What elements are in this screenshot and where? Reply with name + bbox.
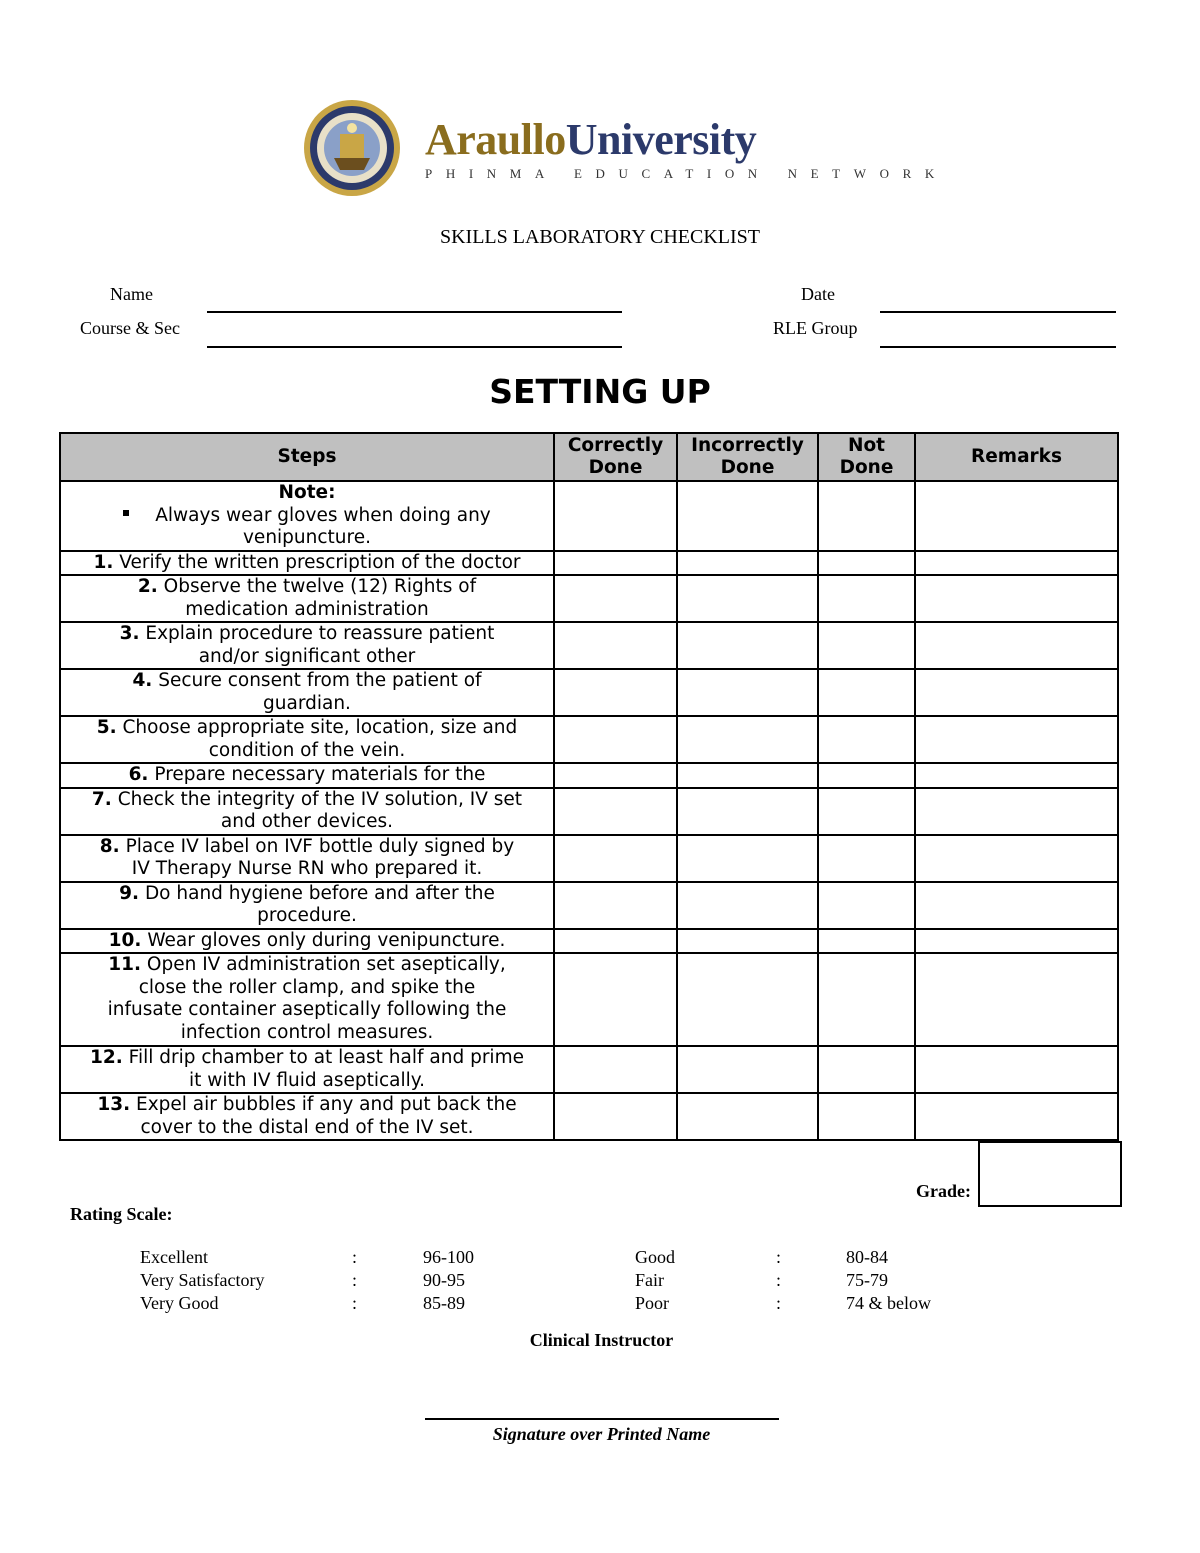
step-text: Check the integrity of the IV solution, IV set (117, 788, 523, 810)
step-number: 6. (128, 764, 149, 785)
step-number: 4. (132, 670, 153, 691)
rle-group-line[interactable] (880, 346, 1116, 348)
remarks-cell[interactable] (915, 575, 1118, 622)
grade-label: Grade: (916, 1181, 971, 1201)
remarks-cell[interactable] (915, 1093, 1118, 1140)
check-cell[interactable] (818, 716, 915, 763)
remarks-cell[interactable] (915, 716, 1118, 763)
step-line (67, 1094, 547, 1117)
step-number: 7. (91, 788, 112, 810)
step-cell (60, 763, 554, 788)
course-label: Course & Sec (80, 318, 180, 338)
rating-range: 90-95 (423, 1270, 465, 1290)
step-text: procedure. (257, 905, 357, 926)
university-wordmark (425, 115, 948, 188)
check-cell[interactable] (818, 622, 915, 669)
step-line (67, 740, 547, 763)
header-incorrectly-done: Incorrectly Done (677, 433, 818, 481)
step-number: 1. (93, 551, 114, 573)
step-line (67, 930, 547, 953)
rating-label-excellent: Excellent (140, 1247, 208, 1267)
table-row (60, 953, 1118, 1046)
course-line[interactable] (207, 346, 622, 348)
signature-label: Signature over Printed Name (492, 1424, 711, 1444)
check-cell[interactable] (677, 551, 818, 576)
step-text: Explain procedure to reassure patient (145, 623, 495, 644)
header-not-done: Not Done (818, 433, 915, 481)
remarks-cell[interactable] (915, 835, 1118, 882)
check-cell[interactable] (554, 669, 677, 716)
step-text: infusate container aseptically following the (107, 999, 507, 1020)
check-cell[interactable] (677, 882, 818, 929)
check-cell[interactable] (818, 929, 915, 954)
step-cell (60, 1046, 554, 1093)
check-cell[interactable] (554, 481, 677, 551)
table-row (60, 788, 1118, 835)
step-line (67, 764, 547, 787)
remarks-cell[interactable] (915, 763, 1118, 788)
table-row (60, 669, 1118, 716)
table-row (60, 716, 1118, 763)
step-number: 12. (90, 1047, 123, 1068)
step-number: 3. (119, 623, 140, 644)
section-title: SETTING UP (489, 372, 711, 411)
remarks-cell[interactable] (915, 669, 1118, 716)
step-text: Place IV label on IVF bottle duly signed by (125, 835, 515, 857)
check-cell[interactable] (818, 669, 915, 716)
remarks-cell[interactable] (915, 882, 1118, 929)
step-text: it with IV fluid aseptically. (188, 1069, 425, 1091)
step-line (67, 623, 547, 646)
check-cell[interactable] (677, 716, 818, 763)
step-line (67, 789, 547, 812)
remarks-cell[interactable] (915, 788, 1118, 835)
header-remarks: Remarks (915, 433, 1118, 481)
bullet-icon (123, 510, 129, 516)
rating-label-poor: Poor (635, 1293, 670, 1313)
signature-line[interactable] (425, 1418, 779, 1420)
rating-sep: : (352, 1270, 358, 1290)
check-cell[interactable] (677, 481, 818, 551)
step-line (67, 599, 547, 622)
rating-range: 85-89 (423, 1293, 465, 1313)
step-text: and other devices. (220, 811, 394, 832)
table-row (60, 551, 1118, 576)
step-line (67, 1022, 547, 1045)
step-number: 5. (96, 717, 117, 738)
note-title: Note: (278, 482, 336, 503)
step-number: 8. (99, 835, 120, 857)
step-text: close the roller clamp, and spike the (138, 976, 476, 998)
check-cell[interactable] (677, 929, 818, 954)
check-cell[interactable] (677, 575, 818, 622)
check-cell[interactable] (818, 788, 915, 835)
date-line[interactable] (880, 311, 1116, 313)
rating-label-very-satisfactory: Very Satisfactory (140, 1270, 265, 1290)
rating-sep: : (776, 1247, 782, 1267)
step-text: Fill drip chamber to at least half and prime (128, 1047, 524, 1068)
check-cell[interactable] (677, 1093, 818, 1140)
step-text: Choose appropriate site, location, size and (122, 717, 518, 738)
check-cell[interactable] (554, 1093, 677, 1140)
rating-label-very-good: Very Good (140, 1293, 219, 1313)
table-row (60, 622, 1118, 669)
step-number: 11. (108, 954, 142, 975)
check-cell[interactable] (554, 953, 677, 1046)
step-cell (60, 788, 554, 835)
step-cell (60, 622, 554, 669)
step-text: Prepare necessary materials for the (154, 764, 486, 785)
step-cell (60, 882, 554, 929)
step-line (67, 576, 547, 599)
table-row (60, 882, 1118, 929)
table-row (60, 1093, 1118, 1140)
check-cell[interactable] (554, 763, 677, 788)
check-cell[interactable] (677, 763, 818, 788)
step-line (67, 858, 547, 881)
step-text: Expel air bubbles if any and put back the (136, 1094, 517, 1115)
check-cell[interactable] (677, 788, 818, 835)
step-cell (60, 716, 554, 763)
check-cell[interactable] (554, 622, 677, 669)
remarks-cell[interactable] (915, 551, 1118, 576)
check-cell[interactable] (818, 481, 915, 551)
table-row (60, 575, 1118, 622)
step-text: IV Therapy Nurse RN who prepared it. (131, 858, 483, 879)
step-rows (60, 551, 1118, 1141)
remarks-cell[interactable] (915, 953, 1118, 1046)
rating-range: 75-79 (846, 1270, 888, 1290)
table-row (60, 929, 1118, 954)
step-line (67, 646, 547, 669)
check-cell[interactable] (554, 1046, 677, 1093)
step-text: Open IV administration set aseptically, (146, 954, 506, 975)
check-cell[interactable] (554, 882, 677, 929)
step-text: Secure consent from the patient of (158, 670, 482, 691)
check-cell[interactable] (677, 669, 818, 716)
step-line (67, 811, 547, 834)
rating-sep: : (352, 1247, 358, 1267)
step-text: Verify the written prescription of the doctor (119, 551, 521, 573)
check-cell[interactable] (818, 551, 915, 576)
rle-group-label: RLE Group (773, 318, 858, 338)
step-cell (60, 835, 554, 882)
check-cell[interactable] (818, 953, 915, 1046)
remarks-cell[interactable] (915, 929, 1118, 954)
header-steps: Steps (60, 433, 554, 481)
clinical-instructor-label: Clinical Instructor (529, 1330, 674, 1350)
note-line-1: Always wear gloves when doing any (155, 504, 491, 526)
check-cell[interactable] (554, 788, 677, 835)
step-text: infection control measures. (180, 1021, 434, 1043)
step-text: condition of the vein. (208, 739, 406, 761)
step-line (67, 552, 547, 575)
step-line (67, 1117, 547, 1140)
step-line (67, 836, 547, 859)
step-line (67, 1047, 547, 1070)
note-line-2: venipuncture. (242, 527, 371, 548)
check-cell[interactable] (677, 835, 818, 882)
remarks-cell[interactable] (915, 622, 1118, 669)
step-text: medication administration (185, 598, 429, 620)
rating-sep: : (776, 1293, 782, 1313)
wordmark-second: University (565, 115, 757, 164)
check-cell[interactable] (554, 716, 677, 763)
table-row (60, 763, 1118, 788)
check-cell[interactable] (818, 1093, 915, 1140)
table-row (60, 835, 1118, 882)
rating-label-fair: Fair (635, 1270, 664, 1290)
step-number: 13. (97, 1094, 131, 1115)
grade-box[interactable] (978, 1141, 1122, 1207)
rating-range: 96-100 (423, 1247, 474, 1267)
rating-sep: : (776, 1270, 782, 1290)
date-label: Date (801, 284, 835, 304)
step-cell (60, 929, 554, 954)
check-cell[interactable] (818, 835, 915, 882)
wordmark-first: Araullo (425, 115, 566, 164)
step-number: 2. (137, 576, 158, 597)
checklist-table (59, 432, 1119, 1141)
check-cell[interactable] (677, 1046, 818, 1093)
step-text: Do hand hygiene before and after the (144, 882, 495, 904)
check-cell[interactable] (554, 929, 677, 954)
step-line (67, 999, 547, 1022)
step-line (67, 717, 547, 740)
remarks-cell[interactable] (915, 1046, 1118, 1093)
check-cell[interactable] (677, 953, 818, 1046)
check-cell[interactable] (677, 622, 818, 669)
step-number: 9. (119, 882, 140, 904)
step-line (67, 693, 547, 716)
network-tagline: PHINMA EDUCATION NETWORK (425, 166, 948, 181)
step-line (67, 905, 547, 928)
rating-scale-title: Rating Scale: (70, 1204, 173, 1224)
header-correctly-done: Correctly Done (554, 433, 677, 481)
table-row (60, 1046, 1118, 1093)
step-text: Wear gloves only during venipuncture. (147, 929, 506, 951)
step-cell (60, 953, 554, 1046)
check-cell[interactable] (818, 1046, 915, 1093)
step-text: Observe the twelve (12) Rights of (163, 576, 477, 597)
rating-range: 74 & below (846, 1293, 931, 1313)
rating-sep: : (352, 1293, 358, 1313)
step-text: cover to the distal end of the IV set. (140, 1116, 474, 1138)
step-line (67, 954, 547, 977)
name-line[interactable] (207, 311, 622, 313)
check-cell[interactable] (818, 575, 915, 622)
check-cell[interactable] (554, 835, 677, 882)
table-header-row (60, 433, 1118, 481)
check-cell[interactable] (554, 575, 677, 622)
rating-range: 80-84 (846, 1247, 888, 1267)
step-cell (60, 1093, 554, 1140)
table-row-note (60, 481, 1118, 551)
step-cell (60, 575, 554, 622)
document-title: SKILLS LABORATORY CHECKLIST (439, 226, 761, 248)
rating-label-good: Good (635, 1247, 675, 1267)
check-cell[interactable] (554, 551, 677, 576)
step-line (67, 883, 547, 906)
step-cell (60, 669, 554, 716)
name-label: Name (110, 284, 153, 304)
remarks-cell[interactable] (915, 481, 1118, 551)
step-cell (60, 551, 554, 576)
step-text: guardian. (263, 692, 351, 714)
step-number: 10. (108, 929, 142, 951)
step-line (67, 1070, 547, 1093)
check-cell[interactable] (818, 882, 915, 929)
step-text: and/or significant other (198, 645, 416, 667)
step-line (67, 977, 547, 1000)
step-line (67, 670, 547, 693)
check-cell[interactable] (818, 763, 915, 788)
note-cell (60, 481, 554, 551)
